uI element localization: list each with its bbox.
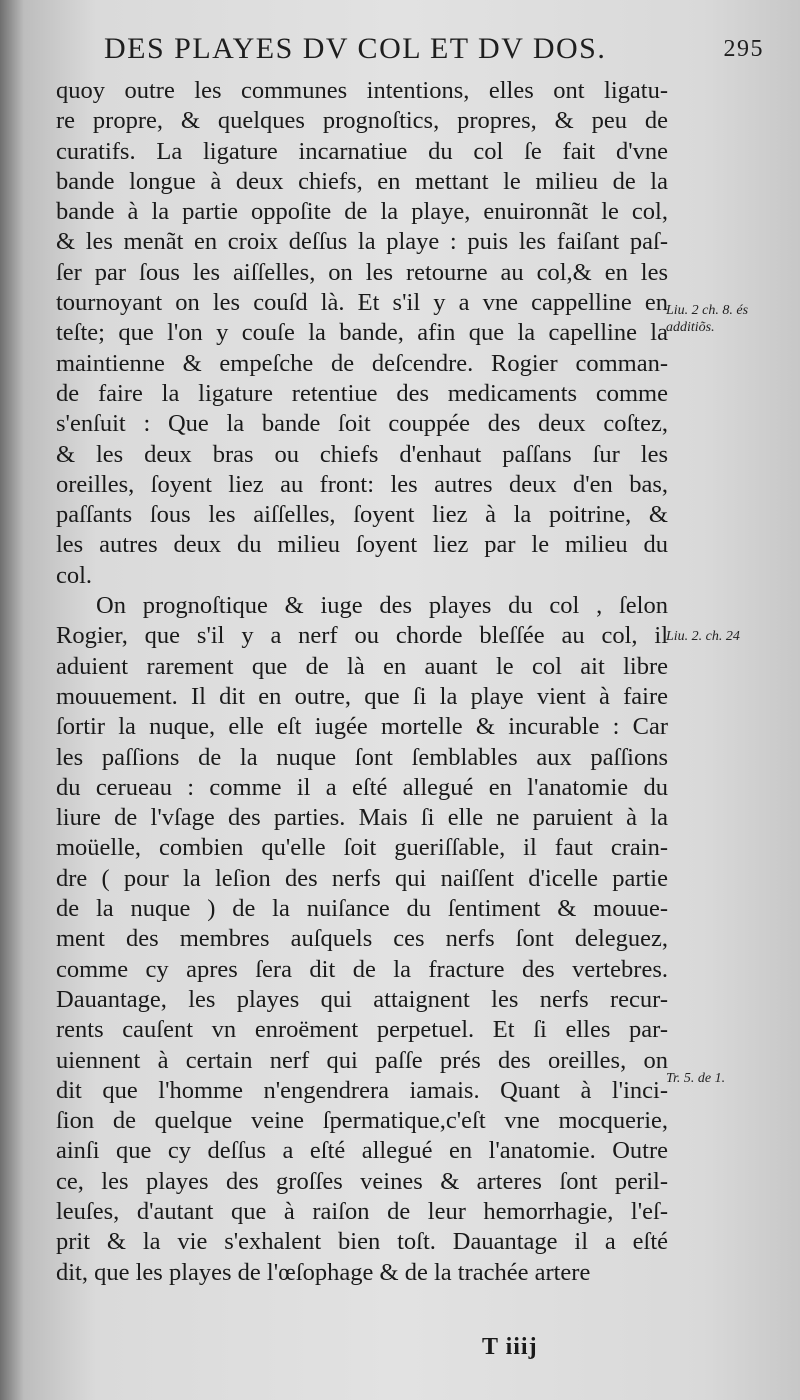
text-line: ſion de quelque veine ſpermatique,c'eſt vne mocquerie,: [56, 1107, 668, 1135]
body-text: [56, 76, 668, 1288]
text-line: paſſants ſous les aiſſelles, ſoyent liez à la poitrine, &: [56, 501, 668, 529]
text-line: re propre, & quelques prognoſtics, propres, & peu de: [56, 107, 668, 135]
text-line: quoy outre les communes intentions, elles ont ligatu-: [56, 77, 668, 104]
text-line: mouuement. Il dit en outre, que ſi la playe vient à faire: [56, 682, 668, 710]
text-line: tournoyant on les couſd là. Et s'il y a vne cappelline en: [56, 289, 668, 317]
page-number: 295: [723, 36, 764, 62]
text-line: ſortir la nuque, elle eſt iugée mortelle & incurable : Car: [56, 713, 668, 741]
text-line: rents cauſent vn enroëment perpetuel. Et ſi elles par-: [56, 1016, 668, 1044]
text-line: dit, que les playes de l'œſophage & de la trachée artere: [56, 1258, 591, 1286]
text-line: de faire la ligature retentiue des medicaments comme: [56, 379, 668, 407]
text-line: bande à la partie oppoſite de la playe, enuironnãt le col,: [56, 198, 668, 226]
text-line: dre ( pour la leſion des nerfs qui naiſſent d'icelle partie: [56, 864, 668, 892]
text-line: comme cy apres ſera dit de la fracture des vertebres.: [56, 955, 668, 983]
text-line: bande longue à deux chiefs, en mettant le milieu de la: [56, 167, 668, 195]
text-line: curatifs. La ligature incarnatiue du col ſe fait d'vne: [56, 137, 668, 165]
text-line: aduient rarement que de là en auant le col ait libre: [56, 652, 668, 680]
text-line: uiennent à certain nerf qui paſſe prés des oreilles, on: [56, 1046, 668, 1074]
text-line: ment des membres auſquels ces nerfs ſont deleguez,: [56, 925, 668, 953]
text-line: ſer par ſous les aiſſelles, on les retourne au col,& en les: [56, 258, 668, 286]
text-line: dit que l'homme n'engendrera iamais. Quant à l'inci-: [56, 1076, 668, 1104]
running-header: [104, 32, 764, 72]
running-title: DES PLAYES DV COL ET DV DOS.: [104, 32, 607, 65]
text-line: col.: [56, 561, 93, 589]
text-line: leuſes, d'autant que à raiſon de leur hemorrhagie, l'eſ-: [56, 1197, 668, 1225]
margin-note-2: Liu. 2. ch. 24: [666, 629, 740, 644]
margin-note-1: Liu. 2 ch. 8. és additiõs.: [666, 303, 749, 335]
text-line: ce, les playes des groſſes veines & arteres ſont peril-: [56, 1167, 668, 1195]
text-line: teſte; que l'on y couſe la bande, afin que la capelline la: [56, 319, 668, 347]
text-line: s'enſuit : Que la bande ſoit couppée des deux coſtez,: [56, 410, 668, 438]
text-line: moüelle, combien qu'elle ſoit gueriſſable, il faut crain-: [56, 834, 668, 862]
text-line: Dauantage, les playes qui attaignent les nerfs recur-: [56, 985, 668, 1013]
text-line: maintienne & empeſche de deſcendre. Rogier comman-: [56, 349, 668, 377]
text-line: & les menãt en croix deſſus la playe : puis les faiſant paſ-: [56, 228, 668, 256]
text-line: oreilles, ſoyent liez au front: les autres deux d'en bas,: [56, 470, 668, 498]
text-line: de la nuque ) de la nuiſance du ſentiment & mouue-: [56, 895, 668, 923]
text-line: Rogier, que s'il y a nerf ou chorde bleſſée au col, il: [56, 622, 668, 650]
text-line: & les deux bras ou chiefs d'enhaut paſſans ſur les: [56, 440, 668, 468]
signature-mark: T iiij: [482, 1334, 538, 1360]
text-line: les autres deux du milieu ſoyent liez par le milieu du: [56, 531, 668, 559]
text-line: On prognoſtique & iuge des playes du col , ſelon: [96, 592, 668, 620]
text-line: prit & la vie s'exhalent bien toſt. Dauantage il a eſté: [56, 1228, 668, 1256]
text-line: les paſſions de la nuque ſont ſemblables aux paſſions: [56, 743, 668, 771]
text-line: liure de l'vſage des parties. Mais ſi elle ne paruient à la: [56, 804, 668, 832]
text-line: ainſi que cy deſſus a eſté allegué en l'anatomie. Outre: [56, 1137, 668, 1165]
text-line: du cerueau : comme il a eſté allegué en l'anatomie du: [56, 773, 668, 801]
margin-note-3: Tr. 5. de 1.: [666, 1071, 726, 1086]
